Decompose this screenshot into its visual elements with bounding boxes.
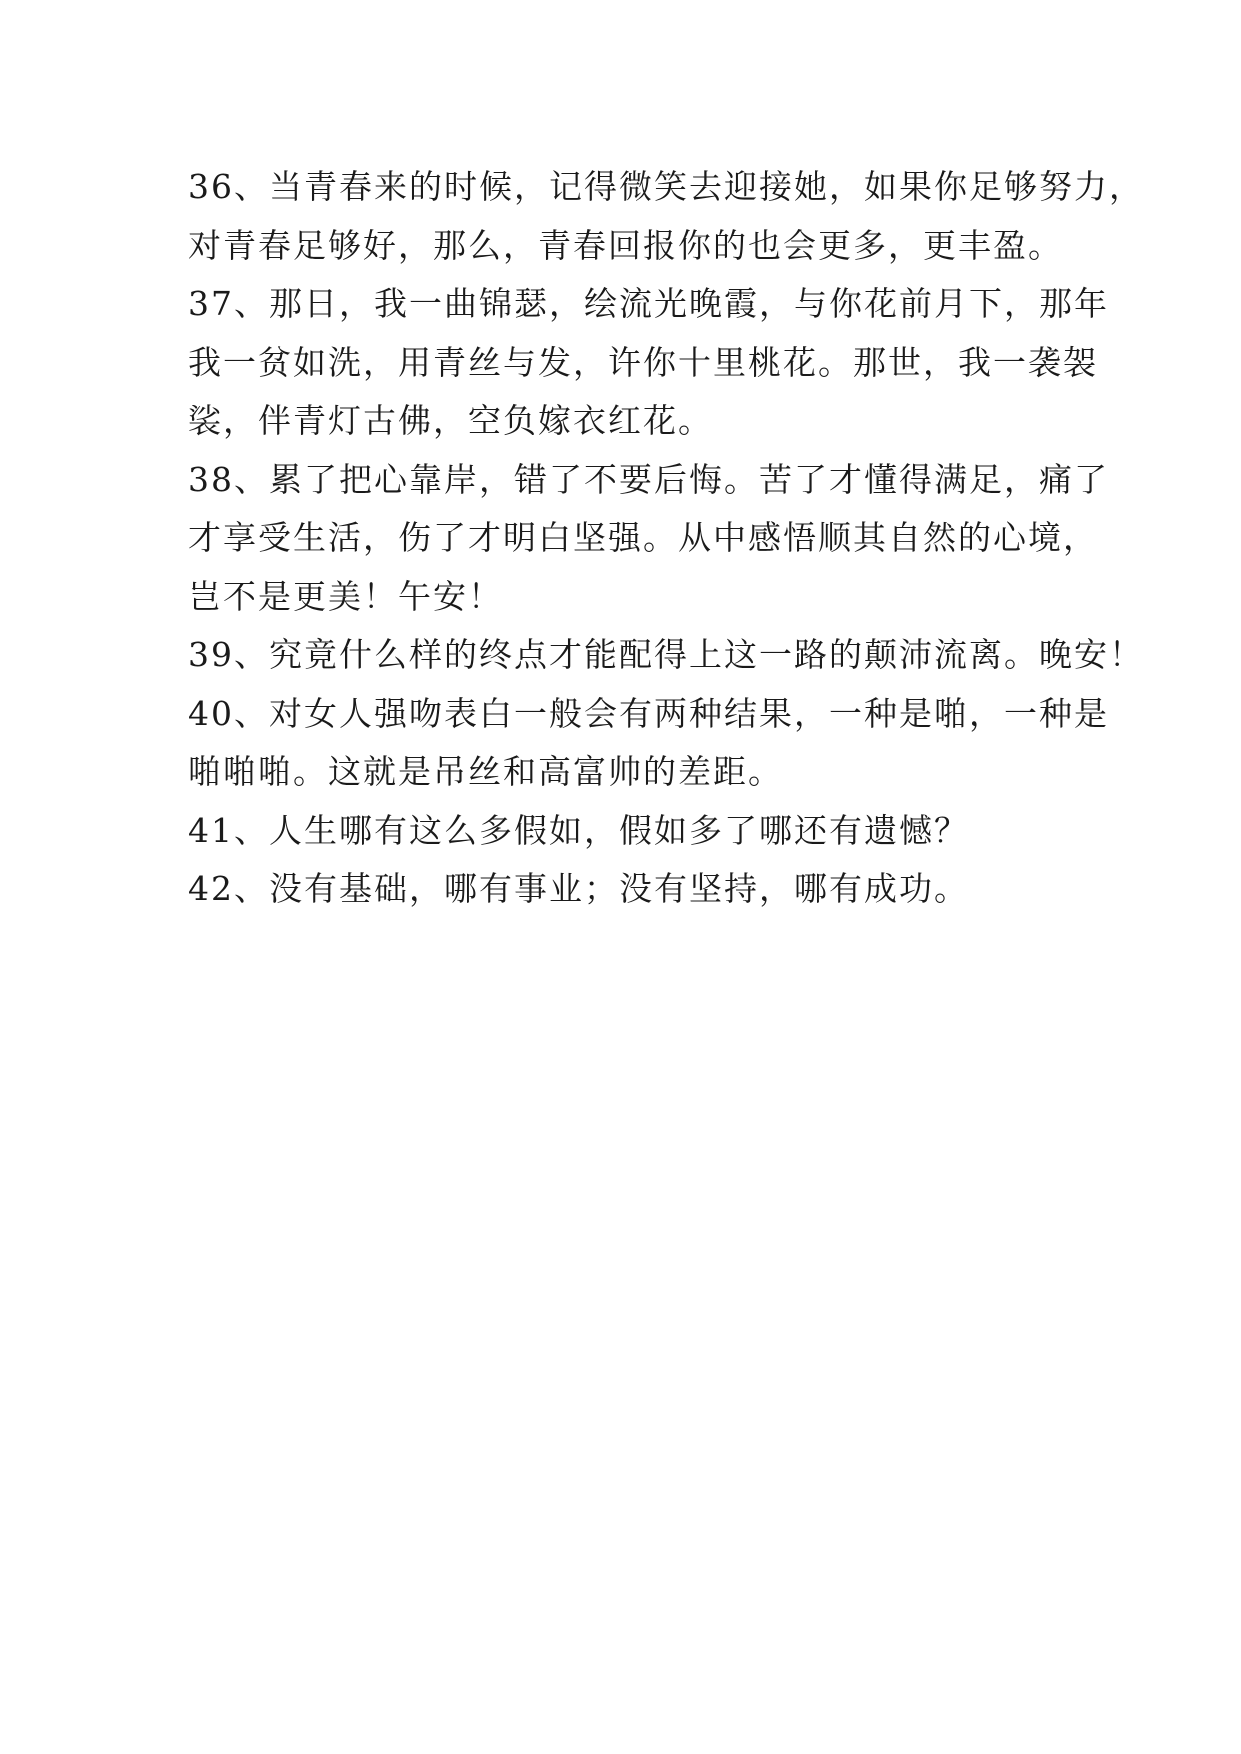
text-line: 36、当青春来的时候，记得微笑去迎接她，如果你足够努力， xyxy=(188,167,1144,206)
text-line: 啪啪啪。这就是吊丝和高富帅的差距。 xyxy=(188,752,783,791)
text-line: 才享受生活，伤了才明白坚强。从中感悟顺其自然的心境， xyxy=(188,518,1098,557)
document-body xyxy=(188,158,1144,919)
text-line: 38、累了把心靠岸，错了不要后悔。苦了才懂得满足，痛了 xyxy=(188,459,1109,499)
text-line: 42、没有基础，哪有事业；没有坚持，哪有成功。 xyxy=(188,869,969,908)
text-line: 对青春足够好，那么，青春回报你的也会更多，更丰盈。 xyxy=(188,225,1063,265)
text-line: 37、那日，我一曲锦瑟，绘流光晚霞，与你花前月下，那年 xyxy=(188,284,1109,323)
text-line: 39、究竟什么样的终点才能配得上这一路的颠沛流离。晚安！ xyxy=(188,635,1144,674)
text-line: 41、人生哪有这么多假如，假如多了哪还有遗憾？ xyxy=(188,810,969,850)
text-line: 我一贫如洗，用青丝与发，许你十里桃花。那世，我一袭袈 xyxy=(188,342,1098,382)
text-line: 岂不是更美！午安！ xyxy=(188,576,503,616)
text-line: 40、对女人强吻表白一般会有两种结果，一种是啪，一种是 xyxy=(188,693,1109,733)
text-line: 裟，伴青灯古佛，空负嫁衣红花。 xyxy=(188,401,713,440)
